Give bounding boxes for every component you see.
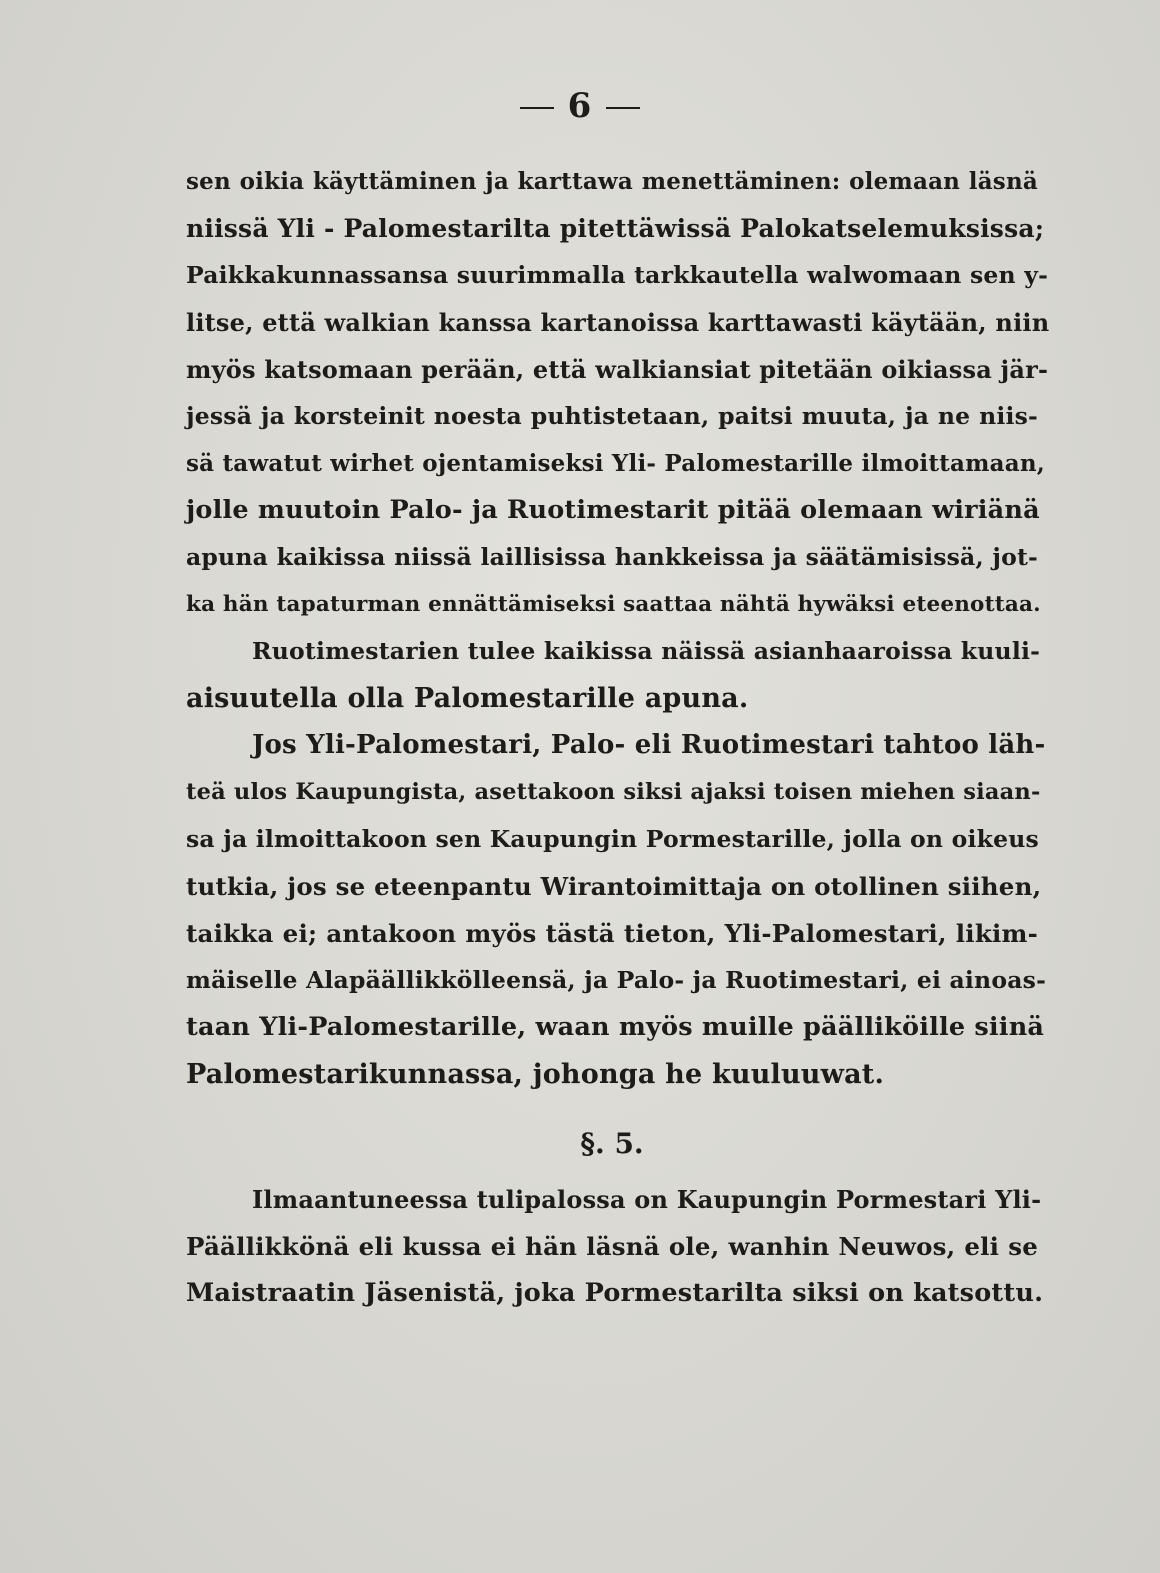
page-number-text: 6 xyxy=(567,86,593,126)
text-line: apuna kaikissa niissä laillisissa hankkeissa ja säätämisissä, jot- xyxy=(186,543,1038,571)
text-line: taikka ei; antakoon myös tästä tieton, Yli-Palomestari, likim- xyxy=(186,919,1038,948)
page-number-dash-right xyxy=(606,107,640,109)
body-text xyxy=(186,158,1050,1317)
text-line: Palomestarikunnassa, johonga he kuuluuwat. xyxy=(186,1059,885,1090)
text-line: jessä ja korsteinit noesta puhtistetaan, paitsi muuta, ja ne niis- xyxy=(186,402,1038,430)
paragraph-2 xyxy=(186,628,1041,722)
text-line: Päällikkönä eli kussa ei hän läsnä ole, wanhin Neuwos, eli se xyxy=(186,1232,1038,1261)
section-paragraph xyxy=(186,1176,1044,1317)
text-line: Ruotimestarien tulee kaikissa näissä asianhaaroissa kuuli- xyxy=(252,637,1041,665)
text-line: jolle muutoin Palo- ja Ruotimestarit pitää olemaan wiriänä xyxy=(186,495,1040,525)
text-line: Maistraatin Jäsenistä, joka Pormestarilta siksi on katsottu. xyxy=(186,1278,1044,1308)
paragraph-1 xyxy=(186,158,1050,628)
text-line: niissä Yli - Palomestarilta pitettäwissä Palokatselemuksissa; xyxy=(186,214,1045,243)
text-line: myös katsomaan perään, että walkiansiat pitetään oikiassa jär- xyxy=(186,355,1049,384)
text-line: tutkia, jos se eteenpantu Wirantoimittaja on otollinen siihen, xyxy=(186,872,1042,901)
text-line: Paikkakunnassansa suurimmalla tarkkautella walwomaan sen y- xyxy=(186,261,1049,289)
text-line: Ilmaantuneessa tulipalossa on Kaupungin Pormestari Yli- xyxy=(252,1185,1042,1214)
text-line: sä tawatut wirhet ojentamiseksi Yli- Palomestarille ilmoittamaan, xyxy=(186,450,1045,477)
text-line: litse, että walkian kanssa kartanoissa karttawasti käytään, niin xyxy=(186,308,1050,337)
text-line: sa ja ilmoittakoon sen Kaupungin Pormestarille, jolla on oikeus xyxy=(186,825,1039,853)
text-line: taan Yli-Palomestarille, waan myös muille päälliköille siinä xyxy=(186,1012,1045,1042)
text-line: sen oikia käyttäminen ja karttawa menettäminen: olemaan läsnä xyxy=(186,168,1038,195)
section-heading: §. 5. xyxy=(580,1127,644,1160)
paragraph-3 xyxy=(186,722,1047,1098)
page-number xyxy=(0,86,1160,126)
text-line: ka hän tapaturman ennättämiseksi saattaa nähtä hywäksi eteenottaa. xyxy=(186,592,1041,617)
page-number-dash-left xyxy=(520,107,554,109)
text-line: mäiselle Alapäällikkölleensä, ja Palo- ja Ruotimestari, ei ainoas- xyxy=(186,966,1047,994)
text-line: Jos Yli-Palomestari, Palo- eli Ruotimestari tahtoo läh- xyxy=(252,730,1046,760)
text-line: teä ulos Kaupungista, asettakoon siksi ajaksi toisen miehen siaan- xyxy=(186,779,1041,805)
text-line: aisuutella olla Palomestarille apuna. xyxy=(186,683,749,714)
